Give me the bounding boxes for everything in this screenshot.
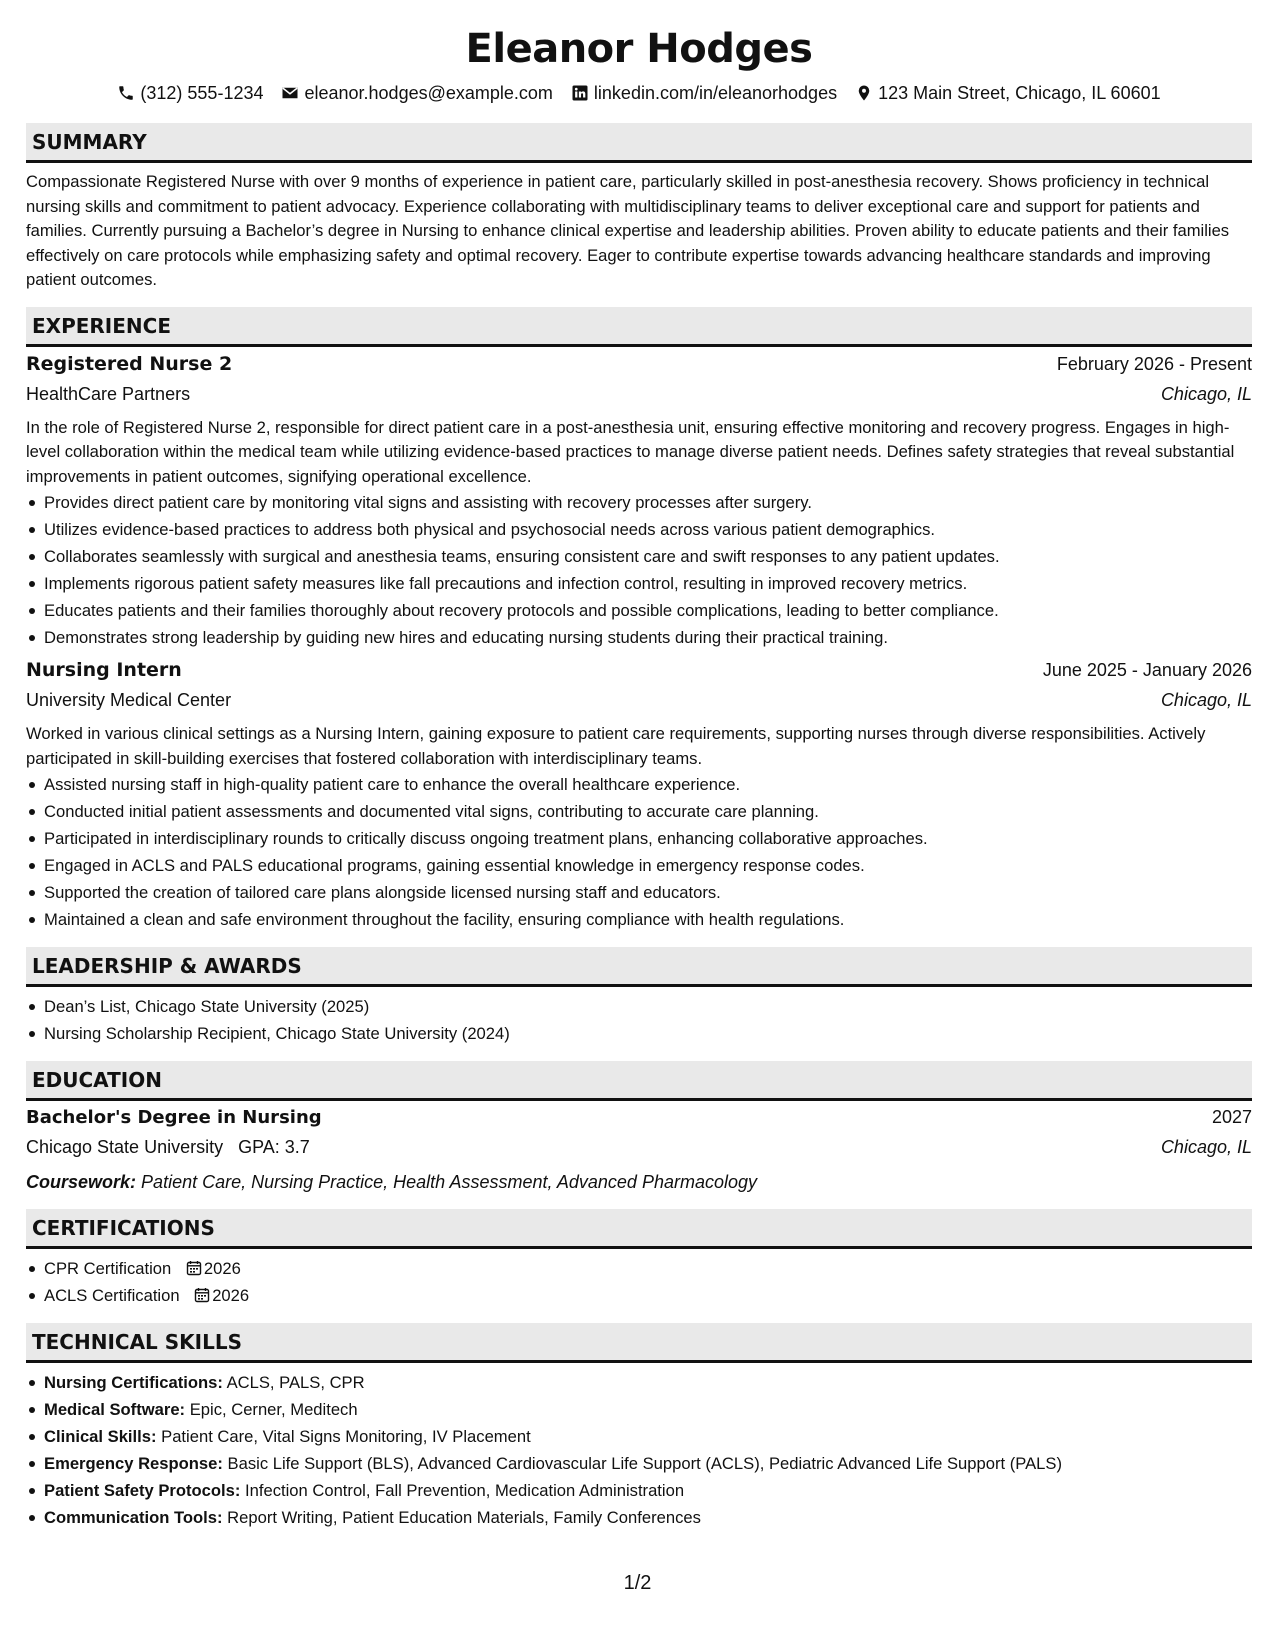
job-bullets	[26, 489, 1252, 651]
contact-linkedin[interactable]	[571, 83, 837, 104]
phone-icon	[117, 84, 135, 102]
graduation-year: 2027	[1211, 1107, 1252, 1127]
location-pin-icon	[855, 84, 873, 102]
job-entry	[26, 659, 1252, 933]
resume-page	[26, 0, 1252, 1531]
address-text: 123 Main Street, Chicago, IL 60601	[878, 82, 1161, 103]
contact-bar	[26, 80, 1252, 106]
list-item: Conducted initial patient assessments and documented vital signs, contributing to accurate care planning.	[44, 798, 1252, 825]
list-item: Participated in interdisciplinary rounds to critically discuss ongoing treatment plans, enhancing collaborative approaches.	[44, 825, 1252, 852]
linkedin-icon	[571, 84, 589, 102]
awards-list	[26, 993, 1252, 1047]
list-item	[44, 1504, 1252, 1531]
job-title: Registered Nurse 2	[26, 352, 233, 375]
job-entry	[26, 353, 1252, 652]
skill-label: Clinical Skills:	[44, 1427, 157, 1446]
skill-value: Basic Life Support (BLS), Advanced Cardiovascular Life Support (ACLS), Pediatric Advanced Life Support (PALS)	[227, 1454, 1062, 1473]
list-item: Nursing Scholarship Recipient, Chicago State University (2024)	[44, 1020, 1252, 1047]
calendar-icon	[194, 1284, 210, 1300]
education-entry	[26, 1107, 1252, 1197]
job-dates: June 2025 - January 2026	[1042, 660, 1252, 680]
list-item: Utilizes evidence-based practices to address both physical and psychosocial needs across various patient demographics.	[44, 516, 1252, 543]
linkedin-link[interactable]: linkedin.com/in/eleanorhodges	[593, 82, 838, 103]
list-item: Educates patients and their families thoroughly about recovery protocols and possible complications, leading to better compliance.	[44, 597, 1252, 624]
skill-value: Report Writing, Patient Education Materials, Family Conferences	[227, 1508, 701, 1527]
experience-heading: EXPERIENCE	[26, 307, 1252, 347]
list-item: Implements rigorous patient safety measures like fall precautions and infection control, resulting in improved recovery metrics.	[44, 570, 1252, 597]
page-number: 1/2	[623, 1572, 652, 1594]
contact-address	[855, 83, 1161, 104]
list-item: Assisted nursing staff in high-quality patient care to enhance the overall healthcare experience.	[44, 771, 1252, 798]
degree-title: Bachelor's Degree in Nursing	[26, 1107, 322, 1128]
coursework	[26, 1167, 1252, 1197]
candidate-name: Eleanor Hodges	[465, 26, 813, 72]
skill-label: Nursing Certifications:	[44, 1373, 223, 1392]
job-description: Worked in various clinical settings as a Nursing Intern, gaining exposure to patient care requirements, supporting nurses through diverse responsibilities. Actively participated in skill-building exercises that fostered collaboration with interdisciplinary teams.	[26, 724, 1206, 768]
skills-list	[26, 1369, 1252, 1531]
summary-text: Compassionate Registered Nurse with over 9 months of experience in patient care, particularly skilled in post-anesthesia recovery. Shows proficiency in technical nursing skills and commitment to patient advocacy. Experience collaborating with multidisciplinary teams to deliver exceptional care and support for patients and families. Currently pursuing a Bachelor’s degree in Nursing to enhance clinical expertise and leadership abilities. Proven ability to educate patients and their families effectively on care protocols while emphasizing safety and optimal recovery. Eager to contribute expertise towards advancing healthcare standards and improving patient outcomes.	[26, 172, 1230, 289]
certification-name: CPR Certification	[44, 1259, 172, 1278]
job-company: HealthCare Partners	[26, 383, 191, 404]
job-description: In the role of Registered Nurse 2, responsible for direct patient care in a post-anesthesia unit, ensuring effective monitoring and recovery progress. Engages in high-level collaboration within the medical team while utilizing evidence-based practices to manage diverse patient needs. Defines safety strategies that reveal substantial improvements in patient outcomes, signifying operational excellence.	[26, 417, 1235, 486]
gpa: GPA: 3.7	[238, 1137, 310, 1157]
calendar-icon	[186, 1257, 202, 1273]
certifications-list	[26, 1255, 1252, 1309]
phone-text: (312) 555-1234	[140, 82, 264, 103]
education-heading: EDUCATION	[26, 1061, 1252, 1101]
skill-label: Communication Tools:	[44, 1508, 223, 1527]
list-item: Dean’s List, Chicago State University (2025)	[44, 993, 1252, 1020]
job-location: Chicago, IL	[1160, 690, 1252, 710]
certification-name: ACLS Certification	[44, 1286, 180, 1305]
job-company: University Medical Center	[26, 690, 232, 710]
list-item	[44, 1282, 1252, 1309]
contact-phone	[117, 83, 263, 104]
list-item: Collaborates seamlessly with surgical and anesthesia teams, ensuring consistent care and swift responses to any patient updates.	[44, 543, 1252, 570]
certification-year: 2026	[212, 1286, 250, 1305]
school-location: Chicago, IL	[1160, 1137, 1252, 1157]
email-link[interactable]: eleanor.hodges@example.com	[304, 82, 553, 103]
job-title: Nursing Intern	[26, 659, 182, 681]
skill-value: Patient Care, Vital Signs Monitoring, IV Placement	[161, 1427, 531, 1446]
list-item	[44, 1255, 1252, 1282]
list-item: Supported the creation of tailored care plans alongside licensed nursing staff and educators.	[44, 879, 1252, 906]
summary-heading: SUMMARY	[26, 123, 1252, 163]
contact-email[interactable]	[281, 83, 552, 104]
envelope-icon	[281, 84, 299, 102]
skill-value: Infection Control, Fall Prevention, Medication Administration	[245, 1481, 685, 1500]
coursework-label: Coursework:	[26, 1172, 137, 1192]
list-item: Maintained a clean and safe environment throughout the facility, ensuring compliance with health regulations.	[44, 906, 1252, 933]
certifications-heading: CERTIFICATIONS	[26, 1209, 1252, 1249]
coursework-text: Patient Care, Nursing Practice, Health Assessment, Advanced Pharmacology	[141, 1172, 758, 1192]
list-item	[44, 1369, 1252, 1396]
skills-heading: TECHNICAL SKILLS	[26, 1323, 1252, 1363]
list-item	[44, 1450, 1252, 1477]
awards-heading: LEADERSHIP & AWARDS	[26, 947, 1252, 987]
list-item: Provides direct patient care by monitoring vital signs and assisting with recovery processes after surgery.	[44, 489, 1252, 516]
job-bullets	[26, 771, 1252, 933]
school-name: Chicago State University	[26, 1137, 224, 1157]
list-item	[44, 1477, 1252, 1504]
job-dates: February 2026 - Present	[1056, 353, 1252, 374]
list-item	[44, 1396, 1252, 1423]
skill-label: Patient Safety Protocols:	[44, 1481, 241, 1500]
list-item: Engaged in ACLS and PALS educational programs, gaining essential knowledge in emergency response codes.	[44, 852, 1252, 879]
certification-year: 2026	[203, 1259, 241, 1278]
skill-label: Medical Software:	[44, 1400, 186, 1419]
job-location: Chicago, IL	[1160, 383, 1252, 404]
skill-label: Emergency Response:	[44, 1454, 223, 1473]
list-item	[44, 1423, 1252, 1450]
list-item: Demonstrates strong leadership by guiding new hires and educating nursing students during their practical training.	[44, 624, 1252, 651]
skill-value: Epic, Cerner, Meditech	[189, 1400, 358, 1419]
skill-value: ACLS, PALS, CPR	[226, 1373, 365, 1392]
